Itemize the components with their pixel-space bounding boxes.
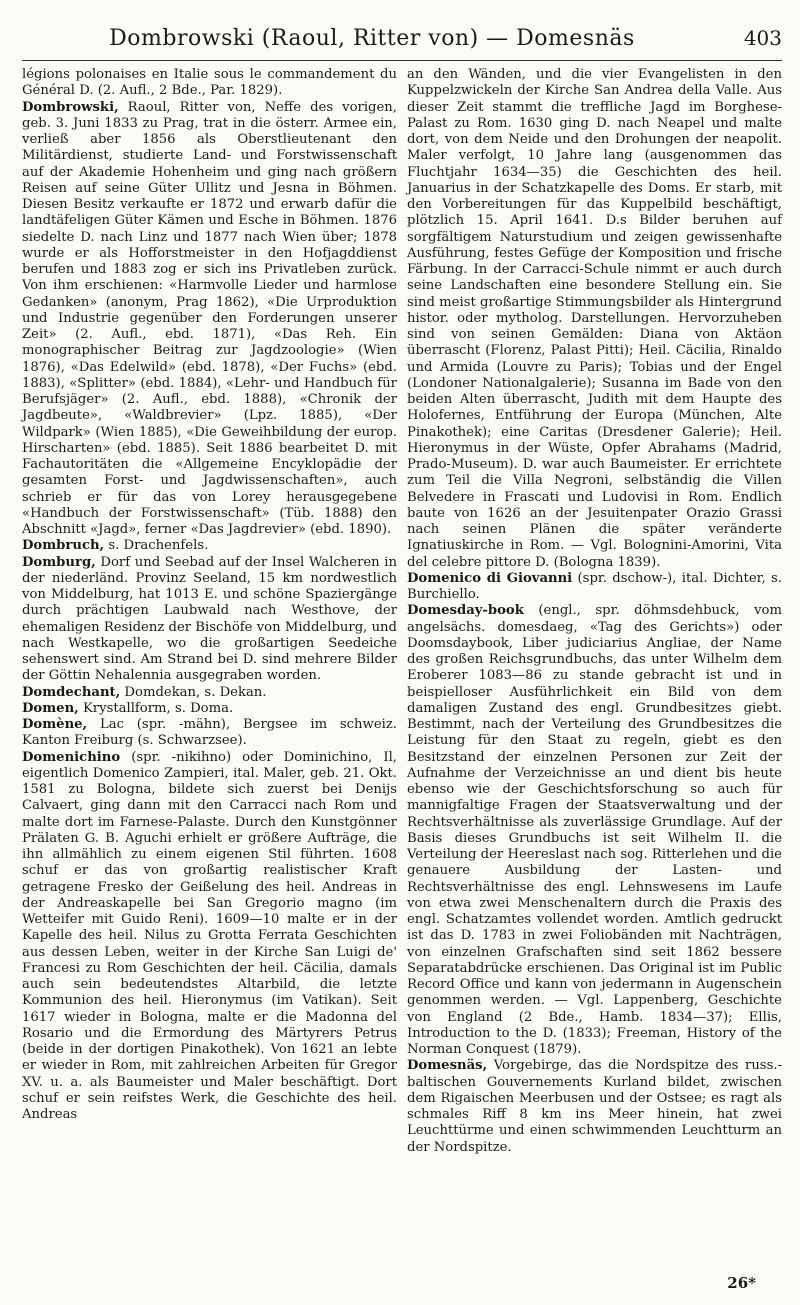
- headword: Domen,: [22, 700, 79, 716]
- entry-domenichino: [22, 750, 397, 1124]
- headword: Domenico di Giovanni: [407, 570, 573, 586]
- entry-text: (engl., spr. döhmsdehbuck, vom angelsächs. domesdaeg, «Tag des Gerichts») oder Doomsdaybook, Liber judiciarius Angliae, der Name des großen Reichsgrundbuchs, das unter Wilhelm dem Eroberer 1083—86 zu stande gebracht ist und in beispielloser Ausführlichkeit ein Bild von dem damaligen Zustand des engl. Grundbesitzes giebt. Bestimmt, nach der Verteilung des Grundbesitzes die Leistung für den Staat zu regeln, giebt es den Besitzstand der einzelnen Personen zur Zeit der Aufnahme der Verzeichnisse an und dient bis heute ebenso wie der Geschichtsforschung so auch für mannigfaltige Fragen der Staatsverwaltung und der Rechtsverhältnisse als zuverlässige Grundlage. Auf der Basis dieses Grundbuchs ist seit Wilhelm II. die Verteilung der Heereslast nach sog. Ritterlehen und die genauere Ausbildung der Lasten- und Rechtsverhältnisse des engl. Lehnswesens im Laufe von etwa zwei Menschenaltern durch die Praxis des engl. Schatzamtes vollendet worden. Amtlich gedruckt ist das D. 1783 in zwei Foliobänden mit Nachträgen, von einzelnen Grafschaften sind seit 1862 bessere Separatabdrücke erschienen. Das Original ist im Public Record Office und kann von jedermann in Augenschein genommen werden. — Vgl. Lappenberg, Geschichte von England (2 Bde., Hamb. 1834—37); Ellis, Introduction to the D. (1833); Freeman, History of the Norman Conquest (1879).: [407, 603, 782, 1057]
- entry-domesday-book: [407, 603, 782, 1058]
- entry-domesnas: [407, 1058, 782, 1156]
- headword: Domenichino: [22, 749, 121, 765]
- entry-text: Raoul, Ritter von, Neffe des vorigen, geb. 3. Juni 1833 zu Prag, trat in die österr. Armee ein, verließ aber 1856 als Oberstlieutenant den Militärdienst, studierte Land- und Forstwissenschaft auf der Akademie Hohenheim und ging nach größern Reisen auf seine Güter Ullitz und Jesna in Böhmen. Diesen Besitz verkaufte er 1872 und erwarb dafür die landtäfeligen Güter Kämen und Esche in Böhmen. 1876 siedelte D. nach Linz und 1877 nach Wien über; 1878 wurde er als Hofforstmeister in den Hofjagddienst berufen und 1883 zog er sich ins Privatleben zurück. Von ihm erschienen: «Harmvolle Lieder und harmlose Gedanken» (anonym, Prag 1862), «Die Urproduktion und Industrie gegenüber den Forderungen unserer Zeit» (2. Aufl., ebd. 1871), «Das Reh. Ein monographischer Beitrag zur Jagdzoologie» (Wien 1876), «Das Edelwild» (ebd. 1878), «Der Fuchs» (ebd. 1883), «Splitter» (ebd. 1884), «Lehr- und Handbuch für Berufsjäger» (2. Aufl., ebd. 1888), «Chronik der Jagdbeute», «Waldbrevier» (Lpz. 1885), «Der Wildpark» (Wien 1885), «Die Geweihbildung der europ. Hirscharten» (ebd. 1885). Seit 1886 bearbeitet D. mit Fachautoritäten die «Allgemeine Encyklopädie der gesamten Forst- und Jagdwissenschaften», auch schrieb er für das von Lorey herausgegebene «Handbuch der Forstwissenschaft» (Tüb. 1888) den Abschnitt «Jagd», ferner «Das Jagdrevier» (ebd. 1890).: [22, 99, 397, 537]
- entry-domen: [22, 701, 397, 717]
- headword: Domesnäs,: [407, 1058, 488, 1074]
- entry-domene: [22, 717, 397, 750]
- headword: Domesday-book: [407, 603, 524, 619]
- entry-domburg: [22, 555, 397, 685]
- entry-text: Dorf und Seebad auf der Insel Walcheren in der niederländ. Provinz Seeland, 15 km nordwestlich von Middelburg, hat 1013 E. und schöne Spaziergänge durch prächtigen Laubwald nach Westhove, der ehemaligen Residenz der Bischöfe von Middelburg, und nach Westkapelle, wo die großartigen Seedeiche sehenswert sind. Am Strand bei D. sind mehrere Bilder der Göttin Nehalennia ausgegraben worden.: [22, 554, 397, 684]
- entry-text: Krystallform, s. Doma.: [78, 700, 234, 716]
- continued-text: légions polonaises en Italie sous le commandement du Général D. (2. Aufl., 2 Bde., Par. 1829).: [22, 67, 397, 99]
- entry-dombruch: [22, 538, 397, 554]
- entry-dombrowski: [22, 100, 397, 539]
- right-column: [407, 67, 782, 1156]
- entry-text: Lac (spr. -mähn), Bergsee im schweiz. Kanton Freiburg (s. Schwarzsee).: [22, 717, 397, 749]
- entry-text: (spr. dschow-), ital. Dichter, s. Burchiello.: [407, 570, 782, 602]
- running-title: Dombrowski (Raoul, Ritter von) — Domesnäs: [109, 26, 635, 51]
- left-column: [22, 67, 397, 1156]
- page-number: 403: [743, 26, 782, 50]
- entry-text: (spr. -nikihno) oder Dominichino, Il, eigentlich Domenico Zampieri, ital. Maler, geb. 21. Okt. 1581 zu Bologna, bildete sich zuerst bei Denijs Calvaert, ging dann mit den Carracci nach Rom und malte dort im Farnese-Palaste. Durch den Kunstgönner Prälaten G. B. Aguchi erhielt er größere Aufträge, die ihn allmählich zu einem eigenen Stil führten. 1608 schuf er das von großartig realistischer Kraft getragene Fresko der Geißelung des heil. Andreas in der Andreaskapelle bei San Gregorio magno (im Wetteifer mit Guido Reni). 1609—10 malte er in der Kapelle des heil. Nilus zu Grotta Ferrata Geschichten aus dessen Leben, weiter in der Kirche San Luigi de' Francesi zu Rom Geschichten der heil. Cäcilia, damals auch sein bedeutendstes Altarbild, die letzte Kommunion des heil. Hieronymus (im Vatikan). Seit 1617 wieder in Bologna, malte er die Madonna del Rosario und die Ermordung des Märtyrers Petrus (beide in der dortigen Pinakothek). Von 1621 an lebte er wieder in Rom, mit zahlreichen Arbeiten für Gregor XV. u. a. als Baumeister und Maler beschäftigt. Dort schuf er sein reifstes Werk, die Geschichte des heil. Andreas: [22, 749, 397, 1122]
- page-header: [22, 26, 782, 61]
- headword: Domburg,: [22, 554, 96, 570]
- entry-text: Vorgebirge, das die Nordspitze des russ.-baltischen Gouvernements Kurland bildet, zwischen dem Rigaischen Meerbusen und der Ostsee; es ragt als schmales Riff 8 km ins Meer hinein, hat zwei Leuchttürme und einen schwimmenden Leuchtturm an der Nordspitze.: [407, 1058, 782, 1155]
- headword: Dombrowski,: [22, 99, 119, 115]
- signature-mark: 26*: [727, 1274, 756, 1292]
- continued-text: an den Wänden, und die vier Evangelisten in den Kuppelzwickeln der Kirche San Andrea della Valle. Aus dieser Zeit stammt die treffliche Jagd im Borghese-Palast zu Rom. 1630 ging D. nach Neapel und malte dort, von dem Neide und den Drohungen der neapolit. Maler verfolgt, 10 Jahre lang (ausgenommen das Fluchtjahr 1634—35) die Geschichten des heil. Januarius in der Schatzkapelle des Doms. Er starb, mit den Vorbereitungen für das Kuppelbild beschäftigt, plötzlich 15. April 1641. D.s Bilder beruhen auf sorgfältigem Naturstudium und zeigen gewissenhafte Ausführung, festes Gefüge der Komposition und frische Färbung. In der Carracci-Schule nimmt er auch durch seine Landschaften eine besondere Stellung ein. Sie sind meist großartige Stimmungsbilder als Hintergrund histor. oder mytholog. Darstellungen. Hervorzuheben sind von seinen Gemälden: Diana von Aktäon überrascht (Florenz, Palast Pitti); Heil. Cäcilia, Rinaldo und Armida (Louvre zu Paris); Tobias und der Engel (Londoner Nationalgalerie); Susanna im Bade von den beiden Alten überrascht, Judith mit dem Haupte des Holofernes, Entführung der Europa (München, Alte Pinakothek); eine Caritas (Dresdener Galerie); Heil. Hieronymus in der Wüste, Opfer Abrahams (Madrid, Prado-Museum). D. war auch Baumeister. Er errichtete zum Teil die Villa Negroni, selbständig die Villen Belvedere in Frascati und Ludovisi in Rom. Endlich baute von 1626 an der Jesuitenpater Orazio Grassi nach seinen Plänen die später veränderte Ignatiuskirche in Rom. — Vgl. Bolognini-Amorini, Vita del celebre pittore D. (Bologna 1839).: [407, 67, 782, 570]
- headword: Domdechant,: [22, 684, 121, 700]
- entry-domdechant: [22, 685, 397, 701]
- entry-text: s. Drachenfels.: [104, 538, 209, 554]
- entry-domenico-di-giovanni: [407, 571, 782, 604]
- text-columns: [22, 67, 782, 1156]
- headword: Dombruch,: [22, 538, 105, 554]
- entry-text: Domdekan, s. Dekan.: [120, 684, 267, 700]
- headword: Domène,: [22, 717, 88, 732]
